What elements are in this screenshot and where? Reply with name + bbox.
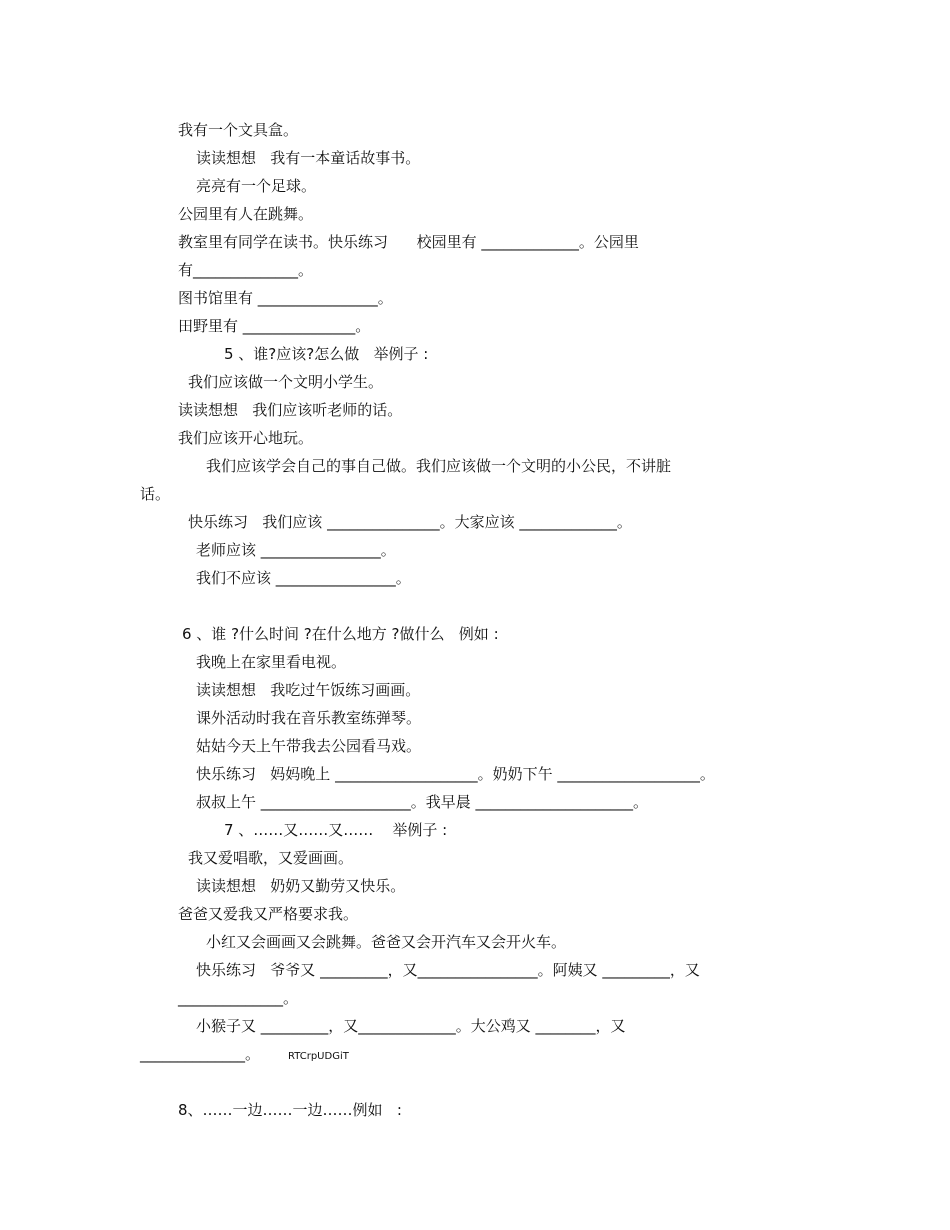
text-line: 爸爸又爱我又严格要求我。 [178,905,359,923]
text-line: 亮亮有一个足球。 [196,177,317,195]
text-line: 我有一个文具盒。 [178,121,299,139]
text-line: ______________。 [140,1045,261,1063]
text-line: 快乐练习 我们应该 _______________。大家应该 _____________。 [188,513,632,531]
text-line: 小猴子又 _________，又_____________。大公鸡又 ________，又 [196,1017,626,1035]
text-line: 姑姑今天上午带我去公园看马戏。 [196,737,422,755]
text-line: 读读想想 我们应该听老师的话。 [178,401,403,419]
text-line: 我们应该学会自己的事自己做。我们应该做一个文明的小公民，不讲脏 [206,457,672,475]
section-heading: 5 、谁?应该?怎么做 举例子 : [224,345,429,363]
text-line: 我们不应该 ________________。 [196,569,411,587]
text-line: 我晚上在家里看电视。 [196,653,347,671]
text-line: 教室里有同学在读书。快乐练习 校园里有 _____________。公园里 [178,233,639,251]
text-line: 小红又会画画又会跳舞。爸爸又会开汽车又会开火车。 [206,933,567,951]
section-heading: 7 、……又……又…… 举例子 : [224,821,448,839]
text-line: ______________。 [178,989,299,1007]
section-heading: 8、……一边……一边……例如 : [178,1101,402,1119]
text-line: 快乐练习 妈妈晚上 ___________________。奶奶下午 ___________________。 [196,765,715,783]
text-line: 读读想想 奶奶又勤劳又快乐。 [196,877,406,895]
text-line: 我们应该做一个文明小学生。 [188,373,384,391]
text-line: 读读想想 我吃过午饭练习画画。 [196,681,421,699]
text-line: 读读想想 我有一本童话故事书。 [196,149,421,167]
text-line: 话。 [140,485,171,503]
text-line: 我又爱唱歌，又爱画画。 [188,849,354,867]
text-line: 图书馆里有 ________________。 [178,289,393,307]
text-line: 有______________。 [178,261,314,279]
text-line: 课外活动时我在音乐教室练弹琴。 [196,709,422,727]
text-line: 老师应该 ________________。 [196,541,396,559]
text-line: 我们应该开心地玩。 [178,429,314,447]
section-heading: 6 、谁 ?什么时间 ?在什么地方 ?做什么 例如 : [182,625,499,643]
text-line: 公园里有人在跳舞。 [178,205,314,223]
text-line: 田野里有 _______________。 [178,317,371,335]
watermark-code: RTCrpUDGiT [288,1051,349,1062]
text-line: 叔叔上午 ____________________。我早晨 _____________________。 [196,793,649,811]
text-line: 快乐练习 爷爷又 _________，又________________。阿姨又 _________，又 [196,961,700,979]
